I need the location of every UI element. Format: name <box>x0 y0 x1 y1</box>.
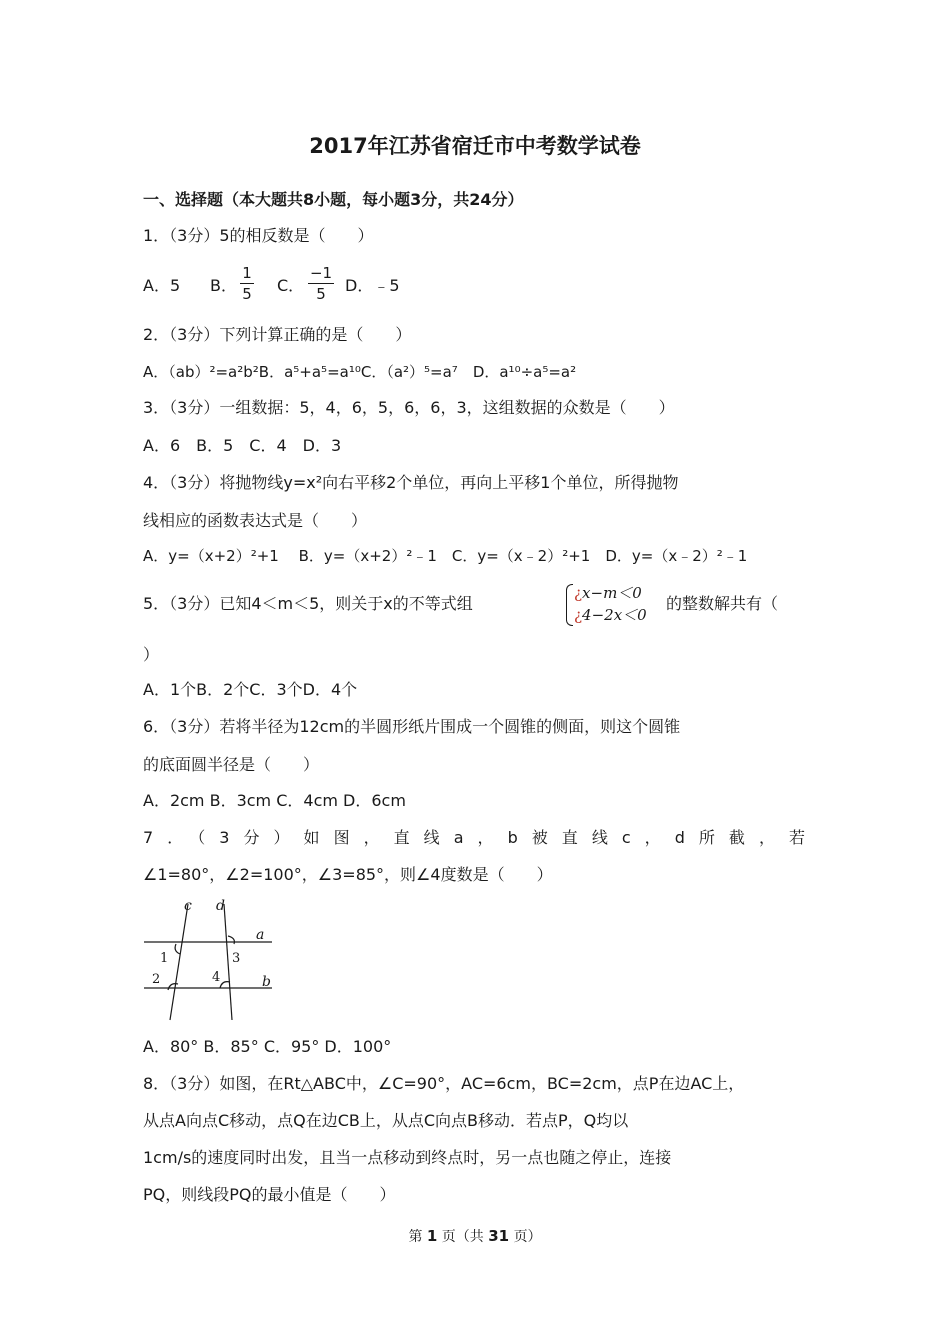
label-angle-2: 2 <box>152 972 161 987</box>
question-6-stem-line1: 6．（3分）若将半径为12cm的半圆形纸片围成一个圆锥的侧面，则这个圆锥 <box>143 717 681 736</box>
q1-option-c-fraction <box>308 264 334 303</box>
q1-option-d: D．﹣5 <box>345 276 400 295</box>
q1-option-b-fraction <box>240 264 254 303</box>
question-5-stem-end: 的整数解共有（ <box>666 594 779 613</box>
label-angle-4: 4 <box>212 970 221 985</box>
question-8-line3: 1cm/s的速度同时出发，且当一点移动到终点时，另一点也随之停止，连接 <box>143 1148 672 1167</box>
question-2-stem: 2．（3分）下列计算正确的是（ ） <box>143 325 412 344</box>
question-7-stem-line2: ∠1=80°，∠2=100°，∠3=85°，则∠4度数是（ ） <box>143 865 553 884</box>
line-c <box>170 904 188 1020</box>
question-5-stem-start: 5．（3分）已知4＜m＜5，则关于x的不等式组 <box>143 594 473 613</box>
label-angle-3: 3 <box>232 951 241 966</box>
inequality-2 <box>574 605 647 625</box>
footer-mid: 页（共 <box>441 1229 484 1245</box>
q2-options: A．（ab）²=a²b²B．a⁵+a⁵=a¹⁰C．（a²）⁵=a⁷ D．a¹⁰÷a⁵=a² <box>143 363 577 381</box>
section-heading: 一、选择题（本大题共8小题，每小题3分，共24分） <box>143 190 524 209</box>
page-title: 2017年江苏省宿迁市中考数学试卷 <box>309 134 641 158</box>
q1-option-b: B． <box>210 276 237 295</box>
inequality-2-mark: ¿ <box>574 606 583 624</box>
inequality-1 <box>574 583 642 603</box>
page-footer <box>0 1226 950 1247</box>
q1-option-a: A．5 <box>143 276 181 295</box>
current-page-number: 1 <box>426 1227 438 1245</box>
parallel-lines-figure <box>140 896 280 1024</box>
system-brace <box>566 584 573 626</box>
label-angle-1: 1 <box>160 951 169 966</box>
q4-options: A．y=（x+2）²+1 B．y=（x+2）²﹣1 C．y=（x﹣2）²+1 D．y=（x﹣2）²﹣1 <box>143 547 748 565</box>
label-d: d <box>216 898 225 914</box>
question-6-stem-line2: 的底面圆半径是（ ） <box>143 755 320 774</box>
angle-3-arc <box>228 936 234 944</box>
question-1-stem: 1．（3分）5的相反数是（ ） <box>143 226 374 245</box>
q6-options: A．2cm B．3cm C．4cm D．6cm <box>143 791 406 810</box>
label-a: a <box>256 927 265 943</box>
label-c: c <box>184 898 192 914</box>
fraction-bar <box>240 283 254 284</box>
question-4-stem-line1: 4．（3分）将抛物线y=x²向右平移2个单位，再向上平移1个单位，所得抛物 <box>143 473 679 492</box>
angle-2-arc <box>168 984 178 990</box>
question-5-stem-close: ） <box>143 645 160 664</box>
angle-1-arc <box>175 944 180 954</box>
total-pages-number: 31 <box>488 1227 510 1245</box>
question-7-stem-line1: 7．（3分）如图，直线a，b被直线c，d所截，若 <box>143 828 805 847</box>
question-8-line4: PQ，则线段PQ的最小值是（ ） <box>143 1185 396 1204</box>
line-d <box>224 904 232 1020</box>
question-3-stem: 3．（3分）一组数据：5，4，6，5，6，6，3，这组数据的众数是（ ） <box>143 398 675 417</box>
footer-prefix: 第 <box>408 1229 423 1245</box>
fraction-denominator: 5 <box>242 285 252 303</box>
fraction-denominator: 5 <box>316 285 326 303</box>
fraction-numerator: −1 <box>309 264 333 282</box>
q5-options: A．1个B．2个C．3个D．4个 <box>143 680 358 699</box>
inequality-2-text: 4−2x＜0 <box>582 606 647 624</box>
inequality-1-text: x−m＜0 <box>582 584 642 602</box>
question-4-stem-line2: 线相应的函数表达式是（ ） <box>143 511 368 530</box>
inequality-1-mark: ¿ <box>574 584 583 602</box>
q7-options: A．80° B．85° C．95° D．100° <box>143 1037 392 1056</box>
q1-option-c: C． <box>277 276 305 295</box>
fraction-bar <box>308 283 334 284</box>
angle-4-arc <box>220 982 230 988</box>
footer-suffix: 页） <box>513 1229 542 1245</box>
fraction-numerator: 1 <box>242 264 252 282</box>
question-8-line1: 8．（3分）如图，在Rt△ABC中，∠C=90°，AC=6cm，BC=2cm，点P在边AC上， <box>143 1074 745 1093</box>
question-8-line2: 从点A向点C移动，点Q在边CB上，从点C向点B移动．若点P，Q均以 <box>143 1111 629 1130</box>
label-b: b <box>262 974 271 990</box>
q3-options: A．6 B．5 C．4 D．3 <box>143 436 342 455</box>
